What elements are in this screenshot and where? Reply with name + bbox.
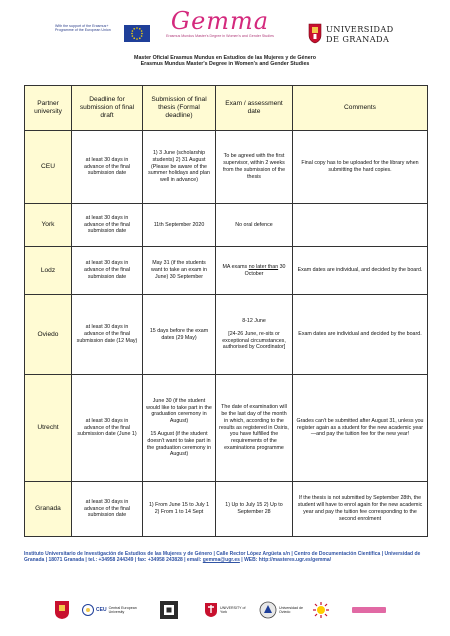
eu-support-logo [55,24,165,44]
gemma-logo-text: Gemma [170,7,270,35]
deadline-cell: at least 30 days in advance of the final submission date [72,131,143,204]
table-row [25,482,428,537]
deadline-cell: at least 30 days in advance of the final submission date (June 1) [72,375,143,482]
table-row [25,131,428,204]
partner-cell: Utrecht [25,375,72,482]
table-row [25,204,428,247]
deadline-cell: at least 30 days in advance of the final submission date [72,204,143,247]
partner-logos [54,596,414,626]
header-exam-date: Exam / assessment date [216,86,293,131]
table-row [25,375,428,482]
partner-wordmark-icon [352,605,386,615]
ugr-small-crest-icon [54,600,70,620]
master-title [0,55,450,68]
submission-cell [143,375,216,482]
deadlines-table [24,85,428,537]
ceu-logo [82,596,147,624]
deadlines-table-wrapper [24,85,427,537]
header-partner-university: Partner university [25,86,72,131]
extra-partner-logo [352,596,386,624]
partner-cell: CEU [25,131,72,204]
exam-cell: The date of examination will be the last day of the month in which, according to the results as registered in Osiris, you have fulfilled the requirements of the examinations programme [216,375,293,482]
submission-cell: 1) 3 June (scholarship students) 2) 31 August (Please be aware of the summer holidays and plan well in advance) [143,131,216,204]
table-header-row [25,86,428,131]
comments-cell: Final copy has to be uploaded for the library when submitting the hard copies. [293,131,428,204]
deadline-cell: at least 30 days in advance of the final submission date (12 May) [72,295,143,375]
ugr-name-line1: UNIVERSIDAD [326,24,394,34]
partner-cell: Lodz [25,247,72,295]
footer-email-link[interactable]: gemma@ugr.es [202,557,240,564]
comments-cell: Grades can't be submitted after August 31, unless you register again as a student for the new academic year—and pay the tuition fee for the new year! [293,375,428,482]
footer-web-link[interactable]: | WEB: http://masteres.ugr.es/gemma/ [241,557,332,564]
oviedo-emblem-icon [259,601,277,619]
york-label: UNIVERSITY of York [220,605,246,614]
footer-address: Instituto Universitario de Investigación de Estudios de las Mujeres y de Género | Calle Rector López Argüeta s/n | Centro de Documentación Científica | Universidad de Granada | 18071 Granada | tel.: +34958 244349 | fax: +34958 243828 | email: [24,551,421,564]
header-submission-final-thesis: Submission of final thesis (Formal deadline) [143,86,216,131]
page-header [0,0,450,80]
oviedo-logo [259,596,309,624]
utrecht-sun-icon [312,601,330,619]
submission-without-ceremony: 15 August (if the student doesn't want to take part in the graduation ceremony in August) [146,431,212,458]
gemma-logo [160,8,280,50]
lodz-emblem-icon [159,600,179,620]
oviedo-label: Universidad de Oviedo [279,605,303,614]
ugr-logo [308,22,418,52]
ugr-crest-icon [308,22,322,44]
eu-flag-icon [124,25,150,42]
submission-cell: 11th September 2020 [143,204,216,247]
exam-primary-dates: 8-12 June [242,317,266,324]
comments-cell [293,204,428,247]
comments-cell: Exam dates are individual and decided by the board. [293,295,428,375]
submission-cell: May 31 (if the students want to take an exam in June) 30 September [143,247,216,295]
eu-support-text: With the support of the Erasmus+ Programme of the European Union [55,24,111,33]
exam-cell: No oral defence [216,204,293,247]
footer-contact [24,551,428,563]
lodz-logo [159,596,179,624]
submission-with-ceremony: June 30 (if the student would like to take part in the graduation ceremony in August) [146,397,212,425]
exam-cell: To be agreed with the first supervisor, within 2 weeks from the submission of the thesis [216,131,293,204]
ugr-name [326,24,394,44]
exam-text-underlined: no later than [248,263,279,270]
submission-cell: 15 days before the exam dates (29 May) [143,295,216,375]
comments-cell: If the thesis is not submitted by September 28th, the student will have to enrol again for the new academic year and pay the tuition fee corresponding to the second enrolment [293,482,428,537]
partner-cell: York [25,204,72,247]
partner-cell: Granada [25,482,72,537]
utrecht-logo [312,596,330,624]
ceu-label: CEU [96,606,107,613]
exam-resit-dates: [24-26 June, re-sits or exceptional circumstances, authorised by Coordinator] [222,330,286,351]
master-title-english: Erasmus Mundus Master's Degree in Women's and Gender Studies [140,61,310,68]
exam-text-pre: MA exams [222,263,249,270]
deadline-cell: at least 30 days in advance of the final submission date [72,482,143,537]
comments-cell: Exam dates are individual, and decided by the board. [293,247,428,295]
exam-text-post: 30 October [244,263,286,277]
ugr-small-logo [54,596,70,624]
partner-cell: Oviedo [25,295,72,375]
table-row [25,295,428,375]
york-emblem-icon [204,602,218,618]
ugr-name-line2: DE GRANADA [326,34,390,44]
ceu-full-label: Central European University [108,605,137,614]
table-row [25,247,428,295]
york-logo [204,596,246,624]
master-title-spanish: Master Oficial Erasmus Mundus en Estudios de las Mujeres y de Género [134,55,316,61]
header-comments: Comments [293,86,428,131]
gemma-logo-subtitle: Erasmus Mundus Master's Degree in Women's and Gender Studies [166,34,274,38]
exam-cell [216,247,293,295]
header-deadline-final-draft: Deadline for submission of final draft [72,86,143,131]
exam-cell [216,295,293,375]
deadline-cell: at least 30 days in advance of the final submission date [72,247,143,295]
ceu-emblem-icon [82,604,94,616]
exam-cell: 1) Up to July 15 2) Up to September 28 [216,482,293,537]
submission-cell: 1) From June 15 to July 1 2) From 1 to 14 Sept [143,482,216,537]
